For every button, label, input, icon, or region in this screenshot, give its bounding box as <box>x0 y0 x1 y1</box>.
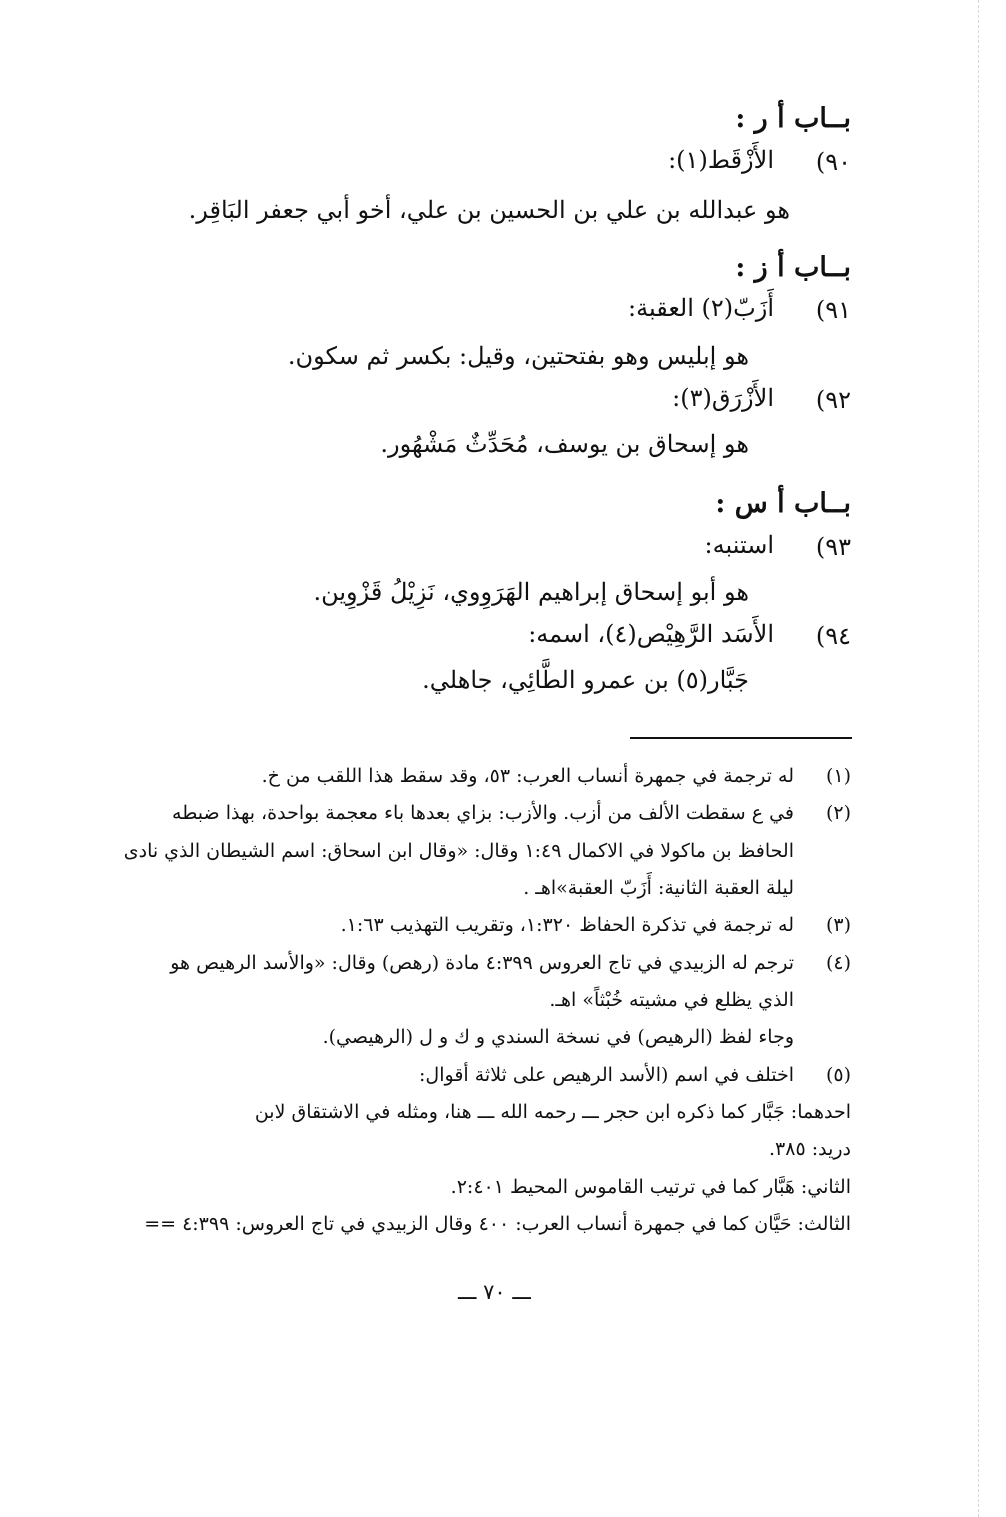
entry-number: ٩٣) <box>815 533 851 561</box>
entry-title: الأَسَد الرَّهِيْص(٤)، اسمه: <box>528 620 774 648</box>
entry-title: استنبه: <box>704 531 774 559</box>
footnote-text: ترجم له الزبيدي في تاج العروس ٤:٣٩٩ مادة (رهص) وقال: «والأسد الرهيص هو <box>170 952 794 974</box>
scan-edge-line <box>978 0 980 1517</box>
footnote-number: (٢) <box>825 802 851 824</box>
footnote-number: (٤) <box>825 952 851 974</box>
footnote-text: الحافظ بن ماكولا في الاكمال ١:٤٩ وقال: «وقال ابن اسحاق: اسم الشيطان الذي نادى <box>123 840 794 862</box>
entry-title: أَزَبّ(٢) العقبة: <box>628 294 774 322</box>
entry-title: الأَزْرَق(٣): <box>672 384 774 412</box>
footnote-text: في ع سقطت الألف من أزب. والأزب: بزاي بعدها باء معجمة بواحدة، بهذا ضبطه <box>172 802 794 824</box>
entry-bio: هو أبو إسحاق إبراهيم الهَرَوِوي، نَزِيْلُ قَزْوِين. <box>313 578 749 606</box>
entry-bio: هو إبليس وهو بفتحتين، وقيل: بكسر ثم سكون. <box>287 342 749 370</box>
footnote-text: اختلف في اسم (الأسد الرهيص على ثلاثة أقوال: <box>419 1064 794 1086</box>
entry-bio: جَبَّار(٥) بن عمرو الطَّائِي، جاهلي. <box>422 666 749 694</box>
footnote-text: ليلة العقبة الثانية: أَزَبّ العقبة»اهـ . <box>523 877 794 899</box>
entry-number: ٩٠) <box>815 148 851 176</box>
page-number: ـــ ٧٠ ـــ <box>458 1280 531 1304</box>
footnote-separator <box>630 737 852 739</box>
entry-number: ٩٤) <box>815 622 851 650</box>
footnote-number: (٥) <box>825 1064 851 1086</box>
entry-title: الأَزْقَط(١): <box>668 146 774 174</box>
footnote-text: الثاني: هَبَّار كما في ترتيب القاموس المحيط ٢:٤٠١. <box>450 1176 851 1198</box>
footnote-text: وجاء لفظ (الرهيص) في نسخة السندي و ك و ل (الرهيصي). <box>322 1026 794 1048</box>
footnote-text: احدهما: جَبَّار كما ذكره ابن حجر ـــ رحمه الله ـــ هنا، ومثله في الاشتقاق لابن <box>254 1101 851 1123</box>
section-heading: بــاب أ س : <box>715 488 851 519</box>
entry-bio: هو عبدالله بن علي بن الحسين بن علي، أخو أبي جعفر البَاقِر. <box>188 196 790 224</box>
footnote-text: الذي يظلع في مشيته خُبْثاً» اهـ. <box>549 989 794 1011</box>
footnote-number: (١) <box>825 765 851 787</box>
section-heading: بــاب أ ر : <box>735 103 851 134</box>
footnote-text: الثالث: حَيَّان كما في جمهرة أنساب العرب: ٤٠٠ وقال الزبيدي في تاج العروس: ٤:٣٩٩ == <box>144 1213 851 1235</box>
section-heading: بــاب أ ز : <box>735 252 851 283</box>
footnote-number: (٣) <box>825 914 851 936</box>
footnote-text: دريد: ٣٨٥. <box>768 1138 851 1160</box>
entry-bio: هو إسحاق بن يوسف، مُحَدِّثٌ مَشْهُور. <box>380 430 749 458</box>
entry-number: ٩١) <box>815 296 851 324</box>
footnote-text: له ترجمة في جمهرة أنساب العرب: ٥٣، وقد سقط هذا اللقب من خ. <box>261 765 794 787</box>
footnote-text: له ترجمة في تذكرة الحفاظ ١:٣٢٠، وتقريب التهذيب ١:٦٣. <box>340 914 794 936</box>
entry-number: ٩٢) <box>815 386 851 414</box>
